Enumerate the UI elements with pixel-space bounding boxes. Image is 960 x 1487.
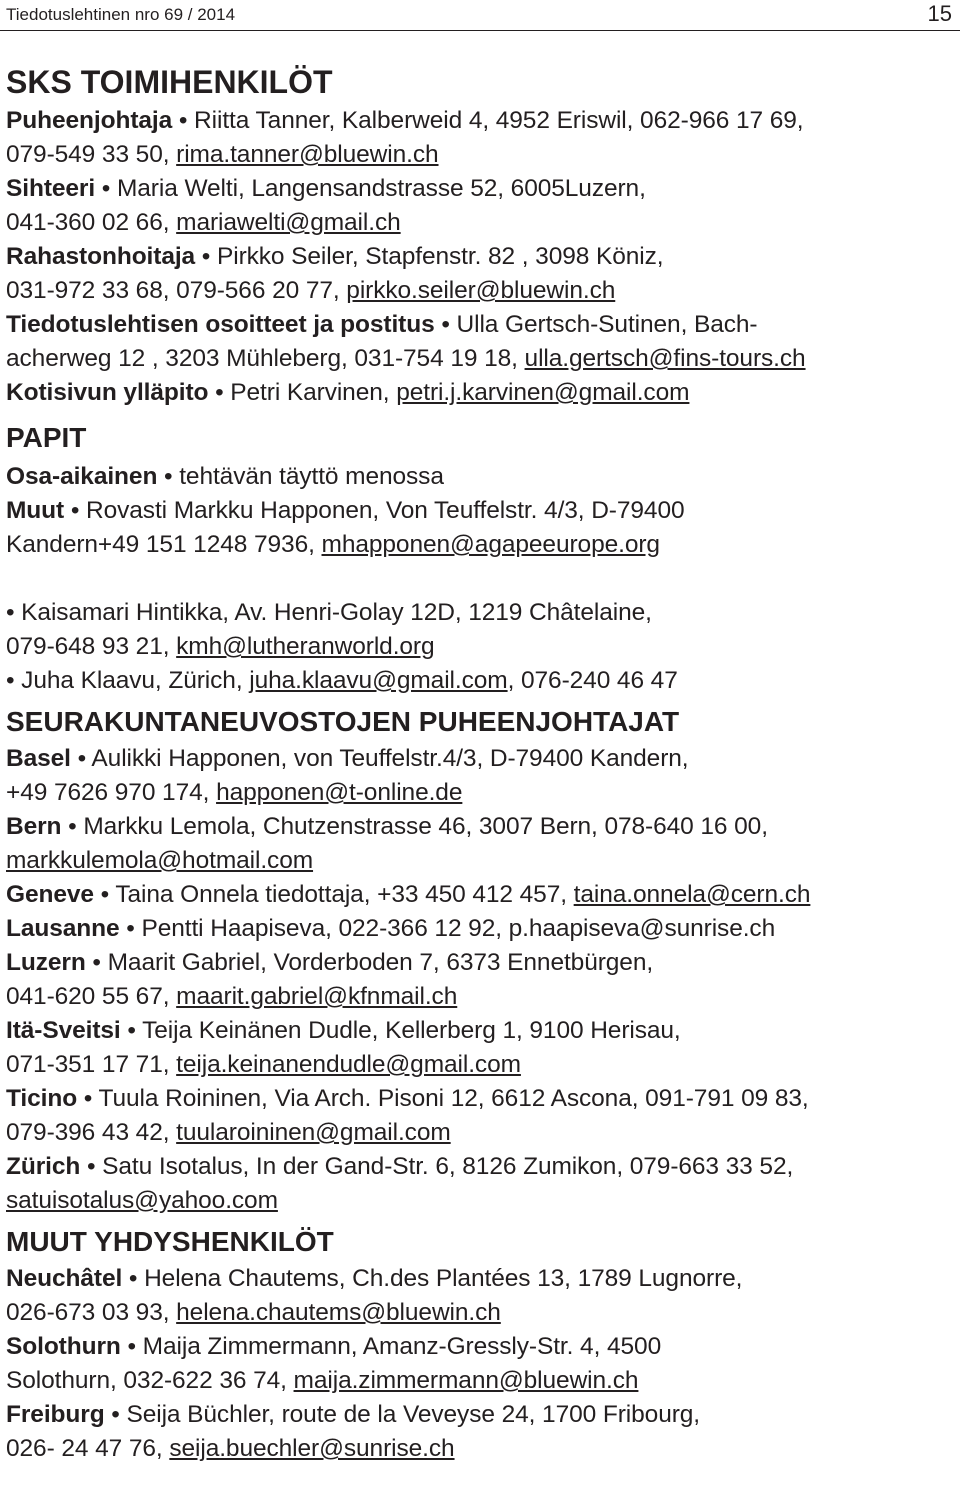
spacer xyxy=(6,562,956,596)
contact-line: Solothurn, 032-622 36 74, maija.zimmermann@bluewin.ch xyxy=(6,1367,639,1394)
contact-line: Sihteeri • Maria Welti, Langensandstrasse 52, 6005Luzern, xyxy=(6,175,646,202)
role-label: Rahastonhoitaja xyxy=(6,243,196,270)
role-label: Muut xyxy=(6,497,65,524)
contact-line: Zürich • Satu Isotalus, In der Gand-Str. 6, 8126 Zumikon, 079-663 33 52, xyxy=(6,1153,794,1180)
contact-line: Luzern • Maarit Gabriel, Vorderboden 7, 6373 Ennetbürgen, xyxy=(6,949,654,976)
contact-line: • Juha Klaavu, Zürich, juha.klaavu@gmail.com, 076-240 46 47 xyxy=(6,667,678,694)
contact-line: 026-673 03 93, helena.chautems@bluewin.ch xyxy=(6,1299,501,1326)
contact-line: 079-549 33 50, rima.tanner@bluewin.ch xyxy=(6,141,439,168)
location-label: Geneve xyxy=(6,881,94,908)
page-header xyxy=(0,0,960,30)
email-link[interactable]: mhapponen@agapeeurope.org xyxy=(321,531,660,558)
contact-line: Bern • Markku Lemola, Chutzenstrasse 46, 3007 Bern, 078-640 16 00, xyxy=(6,813,768,840)
contact-line: • Kaisamari Hintikka, Av. Henri-Golay 12D, 1219 Châtelaine, xyxy=(6,599,652,626)
contact-line: 079-396 43 42, tuularoininen@gmail.com xyxy=(6,1119,451,1146)
email-link[interactable]: rima.tanner@bluewin.ch xyxy=(176,141,439,168)
header-rule xyxy=(0,30,960,31)
location-label: Freiburg xyxy=(6,1401,105,1428)
location-label: Bern xyxy=(6,813,62,840)
location-label: Neuchâtel xyxy=(6,1265,123,1292)
section-title-priests: PAPIT xyxy=(6,422,87,453)
contact-line: Ticino • Tuula Roininen, Via Arch. Pisoni 12, 6612 Ascona, 091-791 09 83, xyxy=(6,1085,809,1112)
email-link[interactable]: helena.chautems@bluewin.ch xyxy=(176,1299,501,1326)
location-label: Ticino xyxy=(6,1085,78,1112)
role-label: Puheenjohtaja xyxy=(6,107,173,134)
contact-line: 041-360 02 66, mariawelti@gmail.ch xyxy=(6,209,401,236)
contact-line: Solothurn • Maija Zimmermann, Amanz-Gressly-Str. 4, 4500 xyxy=(6,1333,662,1360)
contact-line: Kandern+49 151 1248 7936, mhapponen@agapeeurope.org xyxy=(6,531,660,558)
contact-line: Neuchâtel • Helena Chautems, Ch.des Plantées 13, 1789 Lugnorre, xyxy=(6,1265,743,1292)
email-link[interactable]: markkulemola@hotmail.com xyxy=(6,847,314,874)
email-link[interactable]: happonen@t-online.de xyxy=(216,779,463,806)
contact-line: Osa-aikainen • tehtävän täyttö menossa xyxy=(6,463,444,490)
location-label: Basel xyxy=(6,745,71,772)
contact-line: 026- 24 47 76, seija.buechler@sunrise.ch xyxy=(6,1435,455,1462)
role-label: Tiedotuslehtisen osoitteet ja postitus xyxy=(6,311,435,338)
email-link[interactable]: petri.j.karvinen@gmail.com xyxy=(396,379,690,406)
contact-line xyxy=(6,844,956,878)
contact-line: Itä-Sveitsi • Teija Keinänen Dudle, Kellerberg 1, 9100 Herisau, xyxy=(6,1017,681,1044)
contact-line: Puheenjohtaja • Riitta Tanner, Kalberweid 4, 4952 Eriswil, 062-966 17 69, xyxy=(6,107,804,134)
contact-line: 079-648 93 21, kmh@lutheranworld.org xyxy=(6,633,435,660)
page-number: 15 xyxy=(927,1,952,26)
section-title-officials: SKS TOIMIHENKILÖT xyxy=(6,64,333,100)
contact-line: Freiburg • Seija Büchler, route de la Veveyse 24, 1700 Fribourg, xyxy=(6,1401,701,1428)
contact-line: Rahastonhoitaja • Pirkko Seiler, Stapfenstr. 82 , 3098 Köniz, xyxy=(6,243,664,270)
role-label: Kotisivun ylläpito xyxy=(6,379,209,406)
email-link[interactable]: seija.buechler@sunrise.ch xyxy=(169,1435,455,1462)
location-label: Zürich xyxy=(6,1153,81,1180)
document-body xyxy=(6,60,956,1466)
contact-line: acherweg 12 , 3203 Mühleberg, 031-754 19 18, ulla.gertsch@fins-tours.ch xyxy=(6,345,806,372)
email-link[interactable]: maarit.gabriel@kfnmail.ch xyxy=(176,983,458,1010)
section-title-council-chairs: SEURAKUNTANEUVOSTOJEN PUHEENJOHTAJAT xyxy=(6,706,680,737)
email-link[interactable]: teija.keinanendudle@gmail.com xyxy=(176,1051,521,1078)
section-title-other-contacts: MUUT YHDYSHENKILÖT xyxy=(6,1226,334,1257)
contact-line: 071-351 17 71, teija.keinanendudle@gmail.com xyxy=(6,1051,521,1078)
email-link[interactable]: mariawelti@gmail.ch xyxy=(176,209,401,236)
location-label: Solothurn xyxy=(6,1333,121,1360)
publication-title: Tiedotuslehtinen nro 69 / 2014 xyxy=(6,5,236,24)
location-label: Itä-Sveitsi xyxy=(6,1017,121,1044)
contact-line: 031-972 33 68, 079-566 20 77, pirkko.seiler@bluewin.ch xyxy=(6,277,616,304)
email-link[interactable]: ulla.gertsch@fins-tours.ch xyxy=(524,345,806,372)
contact-line: Muut • Rovasti Markku Happonen, Von Teuffelstr. 4/3, D-79400 xyxy=(6,497,685,524)
role-label: Osa-aikainen xyxy=(6,463,158,490)
contact-line xyxy=(6,1184,956,1218)
role-label: Sihteeri xyxy=(6,175,96,202)
location-label: Luzern xyxy=(6,949,86,976)
email-link[interactable]: satuisotalus@yahoo.com xyxy=(6,1187,278,1214)
contact-line: 041-620 55 67, maarit.gabriel@kfnmail.ch xyxy=(6,983,458,1010)
email-link[interactable]: taina.onnela@cern.ch xyxy=(573,881,811,908)
contact-line: Basel • Aulikki Happonen, von Teuffelstr.4/3, D-79400 Kandern, xyxy=(6,745,689,772)
contact-line: +49 7626 970 174, happonen@t-online.de xyxy=(6,779,463,806)
location-label: Lausanne xyxy=(6,915,120,942)
email-link[interactable]: tuularoininen@gmail.com xyxy=(176,1119,451,1146)
contact-line: Geneve • Taina Onnela tiedottaja, +33 450 412 457, taina.onnela@cern.ch xyxy=(6,881,811,908)
contact-line: Lausanne • Pentti Haapiseva, 022-366 12 92, p.haapiseva@sunrise.ch xyxy=(6,915,776,942)
email-link[interactable]: pirkko.seiler@bluewin.ch xyxy=(346,277,616,304)
contact-line: Tiedotuslehtisen osoitteet ja postitus • Ulla Gertsch-Sutinen, Bach- xyxy=(6,311,758,338)
email-link[interactable]: kmh@lutheranworld.org xyxy=(176,633,435,660)
contact-line: Kotisivun ylläpito • Petri Karvinen, petri.j.karvinen@gmail.com xyxy=(6,379,690,406)
email-link[interactable]: juha.klaavu@gmail.com xyxy=(249,667,508,694)
email-link[interactable]: maija.zimmermann@bluewin.ch xyxy=(293,1367,639,1394)
